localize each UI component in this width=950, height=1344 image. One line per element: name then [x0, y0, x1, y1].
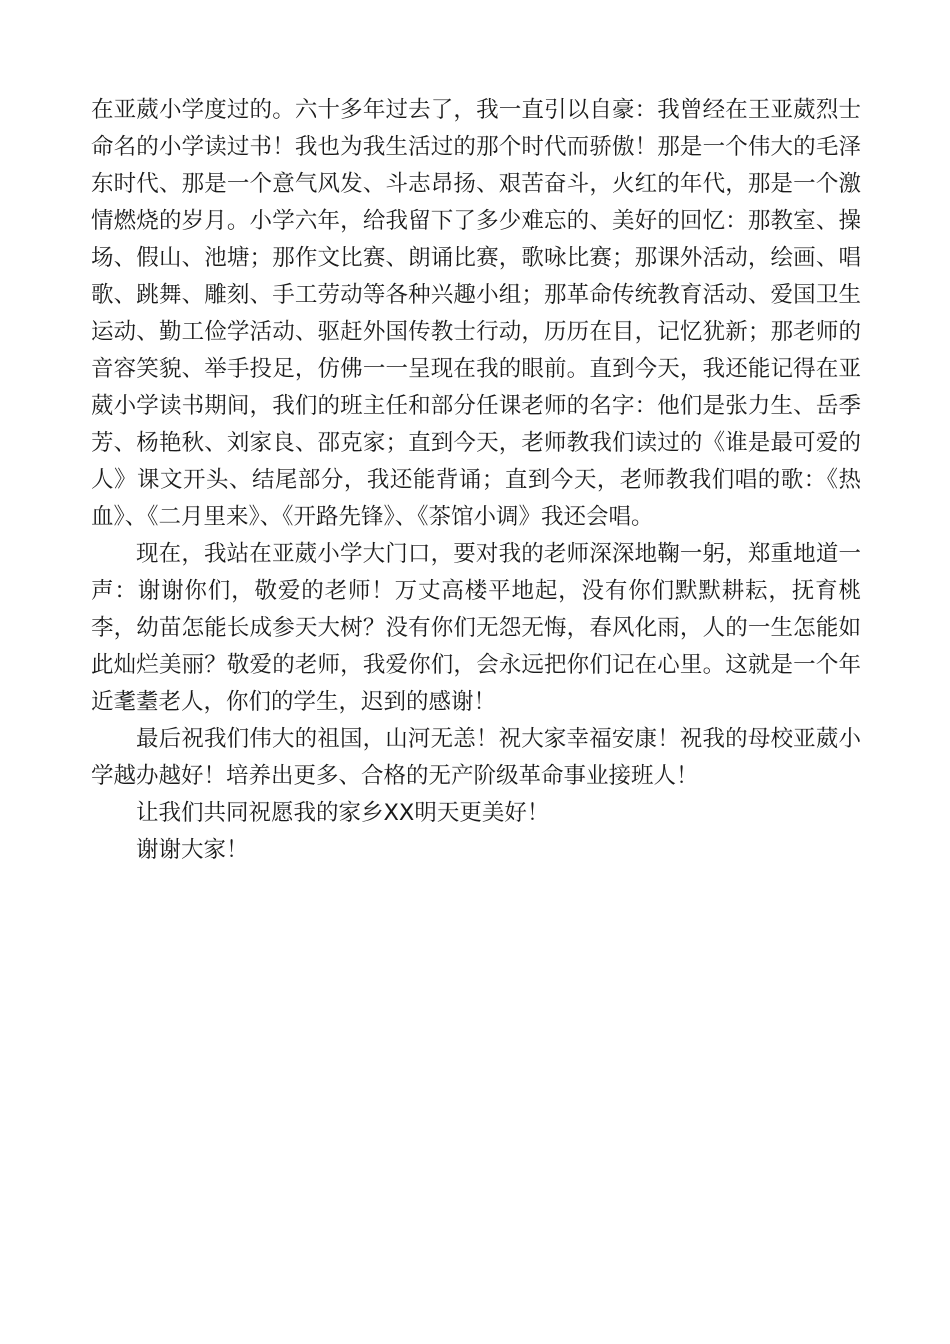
text-line: 东时代、那是一个意气风发、斗志昂扬、艰苦奋斗，火红的年代，那是一个激: [91, 171, 861, 197]
paragraph-first-line: 最后祝我们伟大的祖国，山河无恙！祝大家幸福安康！祝我的母校亚葳小: [136, 726, 861, 752]
text-line: 情燃烧的岁月。小学六年，给我留下了多少难忘的、美好的回忆：那教室、操: [91, 208, 861, 234]
text-line: 芳、杨艳秋、刘家良、邵克家；直到今天，老师教我们读过的《谁是最可爱的: [91, 430, 861, 456]
paragraph-first-line: 现在，我站在亚葳小学大门口，要对我的老师深深地鞠一躬，郑重地道一: [136, 541, 861, 567]
text-line: 近耄耋老人，你们的学生，迟到的感谢！: [91, 689, 497, 715]
text-line: 场、假山、池塘；那作文比赛、朗诵比赛，歌咏比赛；那课外活动，绘画、唱: [91, 245, 861, 271]
text-line: 命名的小学读过书！我也为我生活过的那个时代而骄傲！那是一个伟大的毛泽: [91, 134, 861, 160]
text-line: 人》课文开头、结尾部分，我还能背诵；直到今天，老师教我们唱的歌：《热: [91, 467, 861, 493]
text-line: 葳小学读书期间，我们的班主任和部分任课老师的名字：他们是张力生、岳季: [91, 393, 861, 419]
paragraph-first-line: 让我们共同祝愿我的家乡XX明天更美好！: [136, 800, 550, 826]
text-line: 音容笑貌、举手投足，仿佛一一呈现在我的眼前。直到今天，我还能记得在亚: [91, 356, 861, 382]
text-line: 在亚葳小学度过的。六十多年过去了，我一直引以自豪：我曾经在王亚葳烈士: [91, 97, 861, 123]
text-line: 歌、跳舞、雕刻、手工劳动等各种兴趣小组；那革命传统教育活动、爱国卫生: [91, 282, 861, 308]
text-line: 声：谢谢你们，敬爱的老师！万丈高楼平地起，没有你们默默耕耘，抚育桃: [91, 578, 861, 604]
text-line: 李，幼苗怎能长成参天大树？没有你们无怨无悔，春风化雨，人的一生怎能如: [91, 615, 861, 641]
text-line: 血》、《二月里来》、《开路先锋》、《茶馆小调》我还会唱。: [91, 504, 654, 530]
text-line: 此灿烂美丽？敬爱的老师，我爱你们，会永远把你们记在心里。这就是一个年: [91, 652, 861, 678]
closing-line: 谢谢大家！: [136, 837, 249, 863]
text-line: 运动、勤工俭学活动、驱赶外国传教士行动，历历在目，记忆犹新；那老师的: [91, 319, 861, 345]
text-line: 学越办越好！培养出更多、合格的无产阶级革命事业接班人！: [91, 763, 699, 789]
